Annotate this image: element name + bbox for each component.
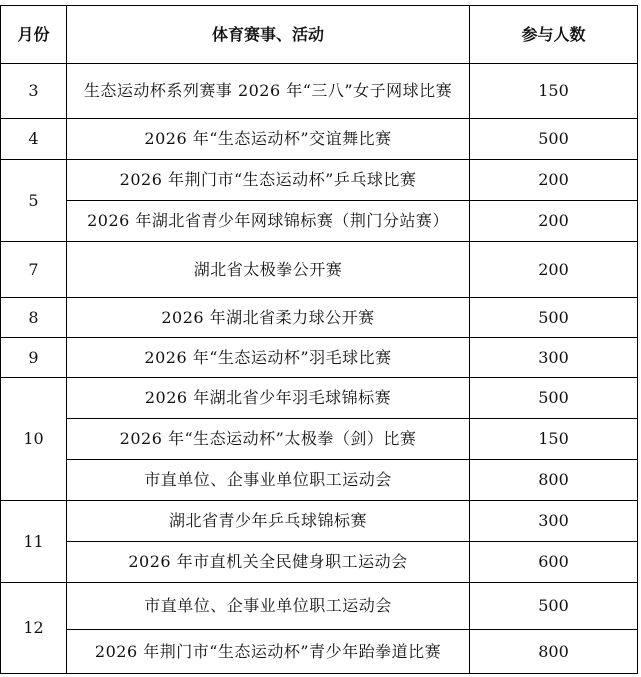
event-cell: 2026 年市直机关全民健身职工运动会 xyxy=(67,542,470,583)
participants-cell: 500 xyxy=(470,583,638,630)
event-cell: 市直单位、企事业单位职工运动会 xyxy=(67,583,470,630)
month-cell: 4 xyxy=(1,119,67,160)
event-cell: 2026 年荆门市“生态运动杯”青少年跆拳道比赛 xyxy=(67,630,470,674)
month-cell: 7 xyxy=(1,242,67,298)
event-cell: 2026 年“生态运动杯”太极拳（剑）比赛 xyxy=(67,419,470,460)
participants-cell: 200 xyxy=(470,242,638,298)
participants-cell: 500 xyxy=(470,119,638,160)
table-row xyxy=(1,630,638,674)
table-row xyxy=(1,542,638,583)
month-cell: 8 xyxy=(1,298,67,338)
month-cell: 3 xyxy=(1,64,67,119)
event-cell: 湖北省太极拳公开赛 xyxy=(67,242,470,298)
event-cell: 2026 年湖北省青少年网球锦标赛（荆门分站赛） xyxy=(67,201,470,242)
event-cell: 2026 年湖北省柔力球公开赛 xyxy=(67,298,470,338)
table-row xyxy=(1,419,638,460)
event-cell: 2026 年“生态运动杯”交谊舞比赛 xyxy=(67,119,470,160)
table-row xyxy=(1,583,638,630)
event-cell: 生态运动杯系列赛事 2026 年“三八”女子网球比赛 xyxy=(67,64,470,119)
participants-cell: 300 xyxy=(470,338,638,378)
month-cell: 10 xyxy=(1,378,67,501)
header-event: 体育赛事、活动 xyxy=(67,6,470,64)
table-row xyxy=(1,338,638,378)
table-row xyxy=(1,242,638,298)
table-row xyxy=(1,160,638,201)
participants-cell: 150 xyxy=(470,64,638,119)
participants-cell: 150 xyxy=(470,419,638,460)
participants-cell: 200 xyxy=(470,160,638,201)
event-cell: 2026 年荆门市“生态运动杯”乒乓球比赛 xyxy=(67,160,470,201)
event-cell: 2026 年湖北省少年羽毛球锦标赛 xyxy=(67,378,470,419)
table-row xyxy=(1,298,638,338)
participants-cell: 500 xyxy=(470,298,638,338)
header-participants: 参与人数 xyxy=(470,6,638,64)
events-table xyxy=(0,5,638,674)
event-cell: 湖北省青少年乒乓球锦标赛 xyxy=(67,501,470,542)
participants-cell: 200 xyxy=(470,201,638,242)
participants-cell: 600 xyxy=(470,542,638,583)
table-row xyxy=(1,460,638,501)
month-cell: 5 xyxy=(1,160,67,242)
month-cell: 12 xyxy=(1,583,67,674)
participants-cell: 800 xyxy=(470,630,638,674)
participants-cell: 300 xyxy=(470,501,638,542)
header-month: 月份 xyxy=(1,6,67,64)
month-cell: 9 xyxy=(1,338,67,378)
month-cell: 11 xyxy=(1,501,67,583)
table-header-row xyxy=(1,6,638,64)
event-cell: 市直单位、企事业单位职工运动会 xyxy=(67,460,470,501)
table-row xyxy=(1,378,638,419)
event-cell: 2026 年“生态运动杯”羽毛球比赛 xyxy=(67,338,470,378)
table-row xyxy=(1,501,638,542)
table-row xyxy=(1,119,638,160)
participants-cell: 500 xyxy=(470,378,638,419)
table-row xyxy=(1,64,638,119)
participants-cell: 800 xyxy=(470,460,638,501)
table-row xyxy=(1,201,638,242)
